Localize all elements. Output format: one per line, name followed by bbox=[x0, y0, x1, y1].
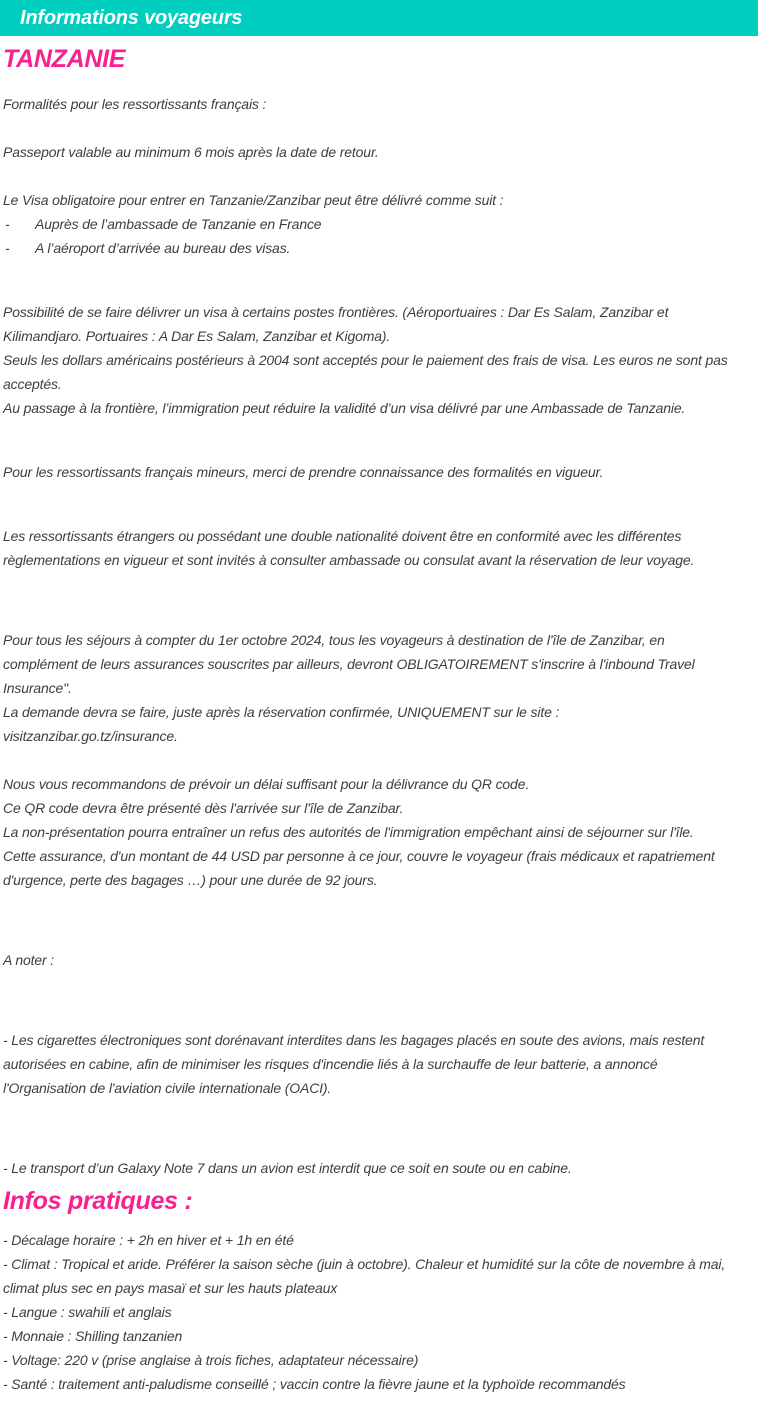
spacer bbox=[3, 892, 740, 948]
paragraph: - Le transport d’un Galaxy Note 7 dans un avion est interdit que ce soit en soute ou en cabine. bbox=[3, 1160, 572, 1176]
list-dash: - bbox=[5, 216, 10, 232]
header-bar bbox=[0, 0, 758, 36]
paragraph: - Santé : traitement anti-paludisme conseillé ; vaccin contre la fièvre jaune et la typhoïde recommandés bbox=[3, 1376, 626, 1392]
paragraph: Possibilité de se faire délivrer un visa à certains postes frontières. (Aéroportuaires : Dar Es Salam, Zanzibar et Kilimandjaro. Portuaires : A Dar Es Salam, Zanzibar et Kigoma). bbox=[3, 304, 669, 344]
paragraph: Pour tous les séjours à compter du 1er octobre 2024, tous les voyageurs à destination de l'île de Zanzibar, en complément de leurs assurances souscrites par ailleurs, devront OBLIGATOIREMENT s'inscrire à l'inbound Travel Insurance". bbox=[3, 632, 695, 696]
document-body bbox=[0, 44, 758, 1412]
list-item-text: Auprès de l’ambassade de Tanzanie en France bbox=[35, 216, 322, 232]
paragraph: La non-présentation pourra entraîner un refus des autorités de l'immigration empêchant ainsi de séjourner sur l'île. bbox=[3, 824, 694, 840]
spacer bbox=[3, 164, 740, 188]
spacer bbox=[3, 420, 740, 460]
content-blocks bbox=[3, 44, 740, 1396]
spacer bbox=[3, 260, 740, 300]
paragraph: - Décalage horaire : + 2h en hiver et + 1h en été bbox=[3, 1232, 294, 1248]
spacer bbox=[3, 484, 740, 524]
spacer bbox=[3, 1100, 740, 1156]
paragraph: - Les cigarettes électroniques sont dorénavant interdites dans les bagages placés en soute des avions, mais restent autorisées en cabine, afin de minimiser les risques d'incendie liés à la surchauffe de leur batterie, a annoncé l'Organisation de l'aviation civile internationale (OACI). bbox=[3, 1032, 705, 1096]
paragraph: La demande devra se faire, juste après la réservation confirmée, UNIQUEMENT sur le site : bbox=[3, 704, 560, 720]
spacer bbox=[3, 748, 740, 772]
paragraph: Seuls les dollars américains postérieurs à 2004 sont acceptés pour le paiement des frais de visa. Les euros ne sont pas acceptés. bbox=[3, 352, 728, 392]
spacer bbox=[3, 972, 740, 1028]
paragraph: - Climat : Tropical et aride. Préférer la saison sèche (juin à octobre). Chaleur et humidité sur la côte de novembre à mai, climat plus sec en pays masaï et sur les hauts plateaux bbox=[3, 1256, 726, 1296]
list-item-text: A l’aéroport d’arrivée au bureau des visas. bbox=[35, 240, 291, 256]
list-item bbox=[3, 212, 740, 236]
paragraph: Ce QR code devra être présenté dès l'arrivée sur l'île de Zanzibar. bbox=[3, 800, 404, 816]
paragraph: Au passage à la frontière, l’immigration peut réduire la validité d’un visa délivré par une Ambassade de Tanzanie. bbox=[3, 400, 686, 416]
list-item bbox=[3, 236, 740, 260]
paragraph: Passeport valable au minimum 6 mois après la date de retour. bbox=[3, 144, 379, 160]
spacer bbox=[3, 116, 740, 140]
spacer bbox=[3, 572, 740, 628]
paragraph: Formalités pour les ressortissants français : bbox=[3, 96, 267, 112]
list-dash: - bbox=[5, 240, 10, 256]
paragraph: A noter : bbox=[3, 952, 55, 968]
paragraph: Pour les ressortissants français mineurs, merci de prendre connaissance des formalités en vigueur. bbox=[3, 464, 604, 480]
country-heading: TANZANIE bbox=[3, 45, 126, 73]
paragraph: visitzanzibar.go.tz/insurance. bbox=[3, 728, 178, 744]
paragraph: Les ressortissants étrangers ou possédant une double nationalité doivent être en conformité avec les différentes règlementations en vigueur et sont invités à consulter ambassade ou consulat avant la réservation de leur voyage. bbox=[3, 528, 695, 568]
page-title: Informations voyageurs bbox=[20, 6, 243, 29]
paragraph: Cette assurance, d'un montant de 44 USD par personne à ce jour, couvre le voyageur (frais médicaux et rapatriement d'urgence, perte des bagages …) pour une durée de 92 jours. bbox=[3, 848, 715, 888]
paragraph: Le Visa obligatoire pour entrer en Tanzanie/Zanzibar peut être délivré comme suit : bbox=[3, 192, 504, 208]
paragraph: - Langue : swahili et anglais bbox=[3, 1304, 172, 1320]
paragraph: Nous vous recommandons de prévoir un délai suffisant pour la délivrance du QR code. bbox=[3, 776, 530, 792]
infos-pratiques-heading: Infos pratiques : bbox=[3, 1187, 193, 1215]
paragraph: - Voltage: 220 v (prise anglaise à trois fiches, adaptateur nécessaire) bbox=[3, 1352, 419, 1368]
paragraph: - Monnaie : Shilling tanzanien bbox=[3, 1328, 183, 1344]
